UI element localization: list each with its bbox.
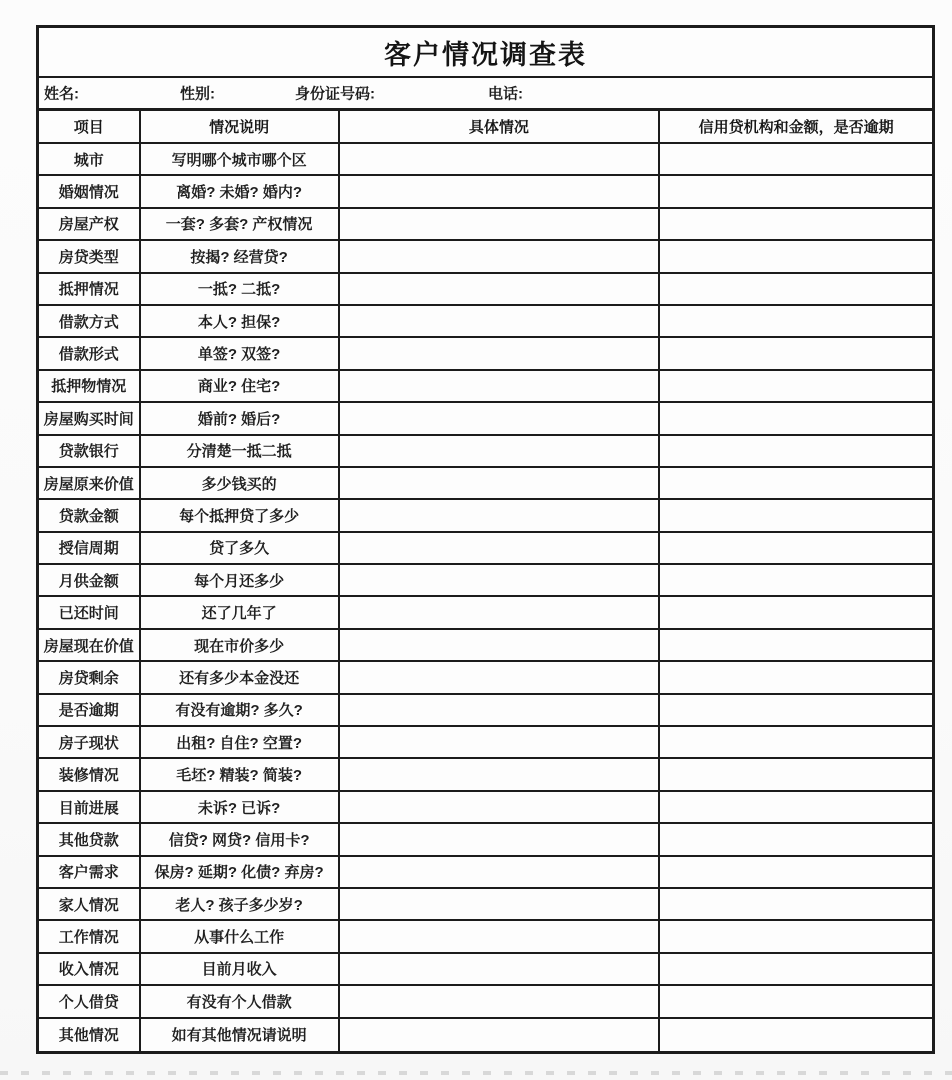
credit-cell [660, 533, 932, 563]
detail-cell [340, 468, 661, 498]
detail-cell [340, 338, 661, 368]
item-cell: 抵押情况 [39, 274, 141, 304]
detail-cell [340, 306, 661, 336]
item-cell: 房屋原来价值 [39, 468, 141, 498]
scan-artifact-dashes [0, 1071, 952, 1075]
desc-cell: 信贷? 网贷? 信用卡? [141, 824, 340, 854]
credit-cell [660, 468, 932, 498]
desc-cell: 每个月还多少 [141, 565, 340, 595]
detail-cell [340, 274, 661, 304]
credit-cell [660, 371, 932, 401]
desc-cell: 商业? 住宅? [141, 371, 340, 401]
table-row [39, 144, 932, 176]
item-cell: 房贷类型 [39, 241, 141, 271]
detail-cell [340, 597, 661, 627]
name-label: 姓名: [44, 85, 79, 103]
item-cell: 贷款银行 [39, 436, 141, 466]
item-cell: 授信周期 [39, 533, 141, 563]
table-row [39, 921, 932, 953]
credit-cell [660, 921, 932, 951]
desc-cell: 毛坯? 精装? 简装? [141, 759, 340, 789]
header-item: 项目 [39, 111, 141, 142]
table-header-row [39, 111, 932, 144]
table-row [39, 857, 932, 889]
desc-cell: 老人? 孩子多少岁? [141, 889, 340, 919]
detail-cell [340, 759, 661, 789]
item-cell: 个人借贷 [39, 986, 141, 1016]
item-cell: 收入情况 [39, 954, 141, 984]
credit-cell [660, 662, 932, 692]
detail-cell [340, 1019, 661, 1051]
desc-cell: 按揭? 经营贷? [141, 241, 340, 271]
desc-cell: 现在市价多少 [141, 630, 340, 660]
credit-cell [660, 144, 932, 174]
table-row [39, 338, 932, 370]
credit-cell [660, 241, 932, 271]
credit-cell [660, 759, 932, 789]
credit-cell [660, 727, 932, 757]
detail-cell [340, 241, 661, 271]
page-title: 客户情况调查表 [384, 39, 587, 70]
desc-cell: 出租? 自住? 空置? [141, 727, 340, 757]
item-cell: 客户需求 [39, 857, 141, 887]
desc-cell: 分清楚一抵二抵 [141, 436, 340, 466]
item-cell: 其他情况 [39, 1019, 141, 1051]
detail-cell [340, 792, 661, 822]
item-cell: 城市 [39, 144, 141, 174]
credit-cell [660, 565, 932, 595]
desc-cell: 单签? 双签? [141, 338, 340, 368]
detail-cell [340, 889, 661, 919]
desc-cell: 多少钱买的 [141, 468, 340, 498]
item-cell: 房屋购买时间 [39, 403, 141, 433]
item-cell: 房贷剩余 [39, 662, 141, 692]
table-row [39, 436, 932, 468]
item-cell: 月供金额 [39, 565, 141, 595]
detail-cell [340, 695, 661, 725]
credit-cell [660, 954, 932, 984]
table-row [39, 792, 932, 824]
credit-cell [660, 824, 932, 854]
table-row [39, 759, 932, 791]
detail-cell [340, 209, 661, 239]
table-row [39, 565, 932, 597]
credit-cell [660, 695, 932, 725]
detail-cell [340, 500, 661, 530]
table-row [39, 727, 932, 759]
credit-cell [660, 986, 932, 1016]
detail-cell [340, 144, 661, 174]
desc-cell: 贷了多久 [141, 533, 340, 563]
item-cell: 房屋产权 [39, 209, 141, 239]
table-row [39, 403, 932, 435]
table-body [39, 144, 932, 1051]
table-row [39, 241, 932, 273]
item-cell: 借款方式 [39, 306, 141, 336]
table-row [39, 274, 932, 306]
survey-form-sheet [36, 25, 935, 1054]
detail-cell [340, 371, 661, 401]
detail-cell [340, 921, 661, 951]
form-title-box [39, 28, 932, 78]
desc-cell: 还有多少本金没还 [141, 662, 340, 692]
detail-cell [340, 986, 661, 1016]
credit-cell [660, 274, 932, 304]
detail-cell [340, 824, 661, 854]
table-row [39, 1019, 932, 1051]
credit-cell [660, 209, 932, 239]
detail-cell [340, 403, 661, 433]
table-row [39, 209, 932, 241]
desc-cell: 保房? 延期? 化债? 弃房? [141, 857, 340, 887]
item-cell: 已还时间 [39, 597, 141, 627]
detail-cell [340, 436, 661, 466]
desc-cell: 有没有逾期? 多久? [141, 695, 340, 725]
item-cell: 工作情况 [39, 921, 141, 951]
item-cell: 装修情况 [39, 759, 141, 789]
table-row [39, 468, 932, 500]
desc-cell: 离婚? 未婚? 婚内? [141, 176, 340, 206]
desc-cell: 本人? 担保? [141, 306, 340, 336]
personal-info-row [39, 78, 932, 111]
detail-cell [340, 565, 661, 595]
credit-cell [660, 792, 932, 822]
table-row [39, 986, 932, 1018]
desc-cell: 写明哪个城市哪个区 [141, 144, 340, 174]
table-row [39, 695, 932, 727]
item-cell: 贷款金额 [39, 500, 141, 530]
credit-cell [660, 403, 932, 433]
credit-cell [660, 597, 932, 627]
credit-cell [660, 306, 932, 336]
table-row [39, 889, 932, 921]
item-cell: 抵押物情况 [39, 371, 141, 401]
item-cell: 是否逾期 [39, 695, 141, 725]
header-desc: 情况说明 [141, 111, 340, 142]
gender-label: 性别: [180, 85, 215, 103]
detail-cell [340, 727, 661, 757]
header-detail: 具体情况 [340, 111, 661, 142]
desc-cell: 如有其他情况请说明 [141, 1019, 340, 1051]
desc-cell: 有没有个人借款 [141, 986, 340, 1016]
table-row [39, 662, 932, 694]
id-number-label: 身份证号码: [295, 85, 375, 103]
table-row [39, 306, 932, 338]
desc-cell: 未诉? 已诉? [141, 792, 340, 822]
detail-cell [340, 954, 661, 984]
desc-cell: 婚前? 婚后? [141, 403, 340, 433]
desc-cell: 每个抵押贷了多少 [141, 500, 340, 530]
detail-cell [340, 662, 661, 692]
desc-cell: 还了几年了 [141, 597, 340, 627]
credit-cell [660, 857, 932, 887]
item-cell: 房屋现在价值 [39, 630, 141, 660]
desc-cell: 一套? 多套? 产权情况 [141, 209, 340, 239]
detail-cell [340, 176, 661, 206]
phone-label: 电话: [488, 85, 523, 103]
credit-cell [660, 630, 932, 660]
item-cell: 房子现状 [39, 727, 141, 757]
table-row [39, 630, 932, 662]
desc-cell: 从事什么工作 [141, 921, 340, 951]
detail-cell [340, 857, 661, 887]
desc-cell: 一抵? 二抵? [141, 274, 340, 304]
item-cell: 目前进展 [39, 792, 141, 822]
desc-cell: 目前月收入 [141, 954, 340, 984]
table-row [39, 371, 932, 403]
detail-cell [340, 533, 661, 563]
table-row [39, 533, 932, 565]
credit-cell [660, 889, 932, 919]
credit-cell [660, 500, 932, 530]
table-row [39, 597, 932, 629]
detail-cell [340, 630, 661, 660]
credit-cell [660, 436, 932, 466]
table-row [39, 954, 932, 986]
table-row [39, 500, 932, 532]
table-row [39, 824, 932, 856]
table-row [39, 176, 932, 208]
item-cell: 借款形式 [39, 338, 141, 368]
credit-cell [660, 338, 932, 368]
item-cell: 其他贷款 [39, 824, 141, 854]
credit-cell [660, 1019, 932, 1051]
header-credit: 信用贷机构和金额，是否逾期 [698, 119, 894, 136]
credit-cell [660, 176, 932, 206]
item-cell: 婚姻情况 [39, 176, 141, 206]
item-cell: 家人情况 [39, 889, 141, 919]
